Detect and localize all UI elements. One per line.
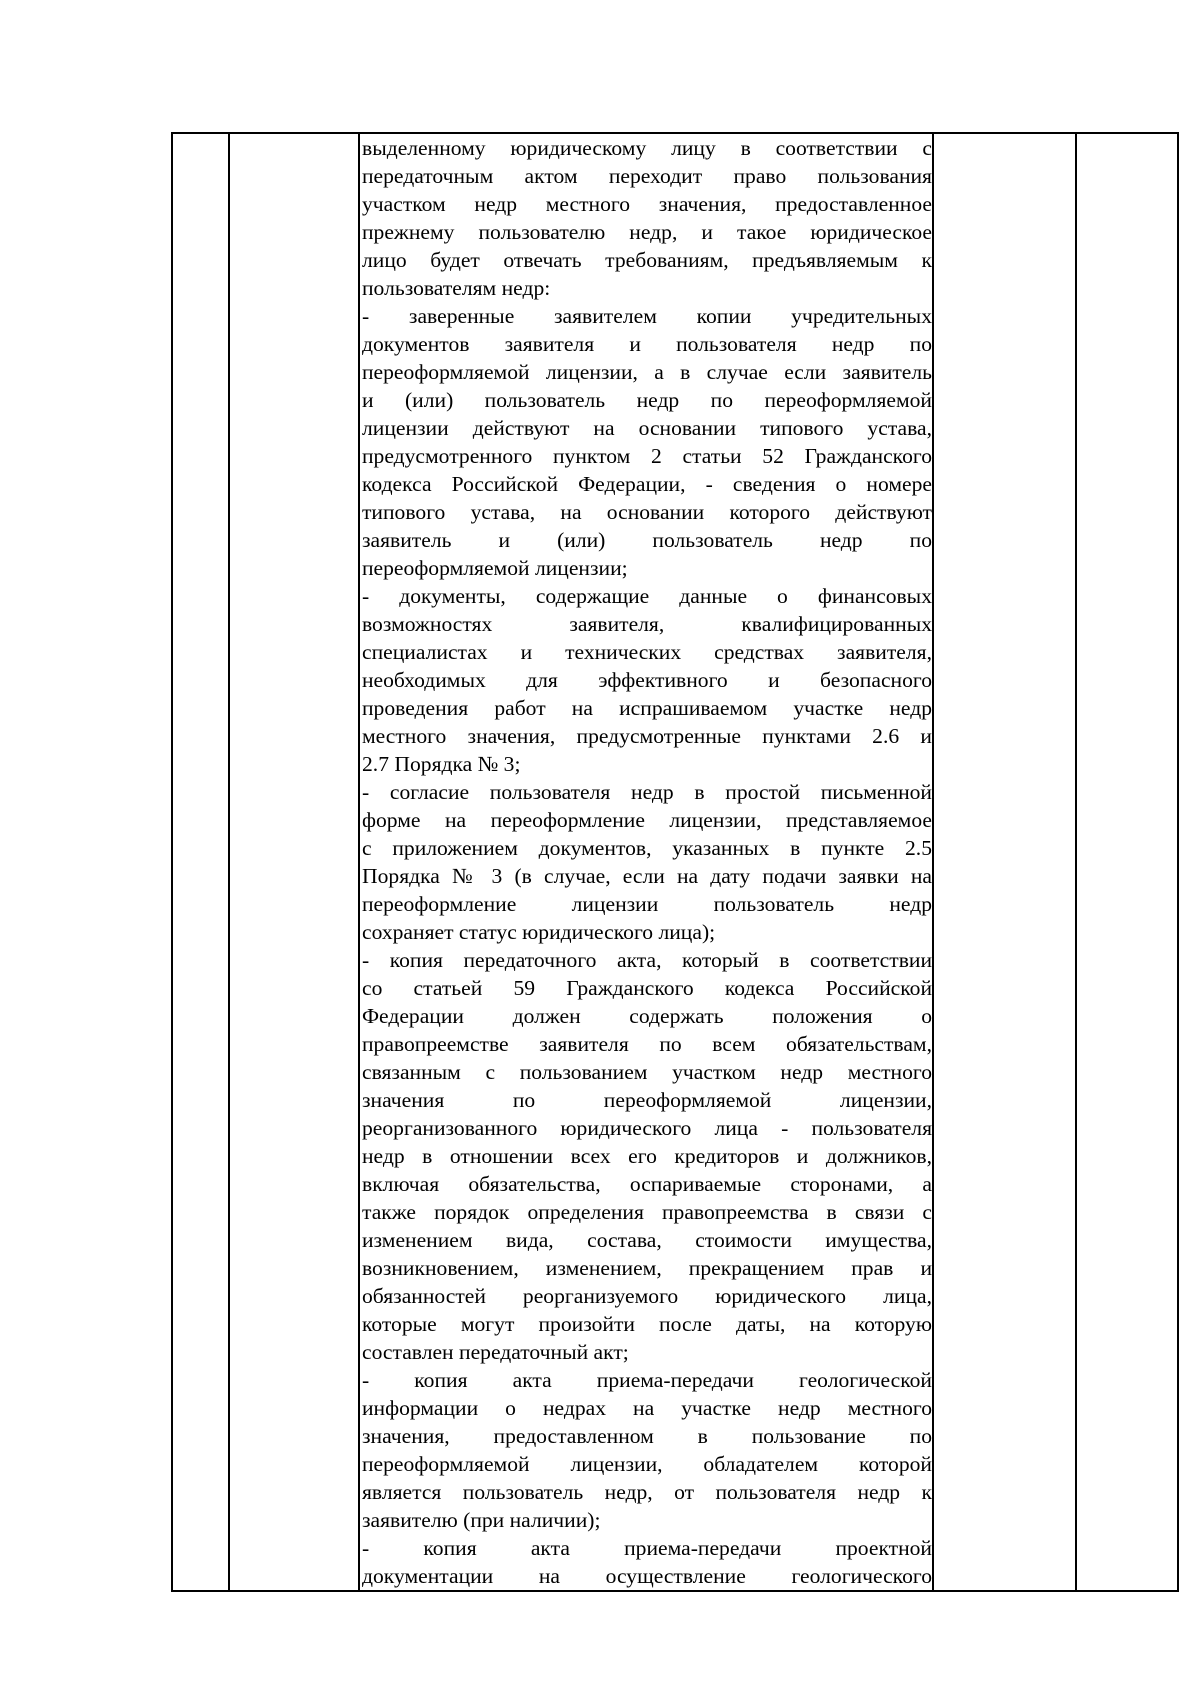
requirements-table <box>171 132 1179 1592</box>
text-line: кодекса Российской Федерации, - сведения о номере <box>362 472 932 496</box>
requirements-text <box>362 134 932 1590</box>
text-line: информации о недрах на участке недр местного <box>362 1396 932 1420</box>
cell-column-4 <box>933 133 1076 1591</box>
text-line: которые могут произойти после даты, на которую <box>362 1312 932 1336</box>
text-line: участком недр местного значения, предоставленное <box>362 192 932 216</box>
text-line: форме на переоформление лицензии, представляемое <box>362 808 932 832</box>
text-line: необходимых для эффективного и безопасного <box>362 668 932 692</box>
cell-number <box>172 133 229 1591</box>
text-line: заявитель и (или) пользователь недр по <box>362 528 932 552</box>
text-line: переоформляемой лицензии; <box>362 556 628 580</box>
text-line: Порядка № 3 (в случае, если на дату подачи заявки на <box>362 864 932 888</box>
text-line: документов заявителя и пользователя недр по <box>362 332 932 356</box>
text-line: со статьей 59 Гражданского кодекса Российской <box>362 976 932 1000</box>
text-line: 2.7 Порядка № 3; <box>362 752 521 776</box>
text-line: также порядок определения правопреемства в связи с <box>362 1200 932 1224</box>
text-line: обязанностей реорганизуемого юридического лица, <box>362 1284 932 1308</box>
cell-name <box>229 133 359 1591</box>
text-line: связанным с пользованием участком недр местного <box>362 1060 932 1084</box>
text-line: проведения работ на испрашиваемом участке недр <box>362 696 932 720</box>
text-line: специалистах и технических средствах заявителя, <box>362 640 932 664</box>
text-line: реорганизованного юридического лица - пользователя <box>362 1116 932 1140</box>
text-line: предусмотренного пунктом 2 статьи 52 Гражданского <box>362 444 932 468</box>
text-line: включая обязательства, оспариваемые сторонами, а <box>362 1172 932 1196</box>
text-line: сохраняет статус юридического лица); <box>362 920 716 944</box>
text-line: - копия передаточного акта, который в соответствии <box>362 948 932 972</box>
text-line: лицо будет отвечать требованиям, предъявляемым к <box>362 248 932 272</box>
text-line: составлен передаточный акт; <box>362 1340 629 1364</box>
text-line: является пользователь недр, от пользователя недр к <box>362 1480 932 1504</box>
text-line: передаточным актом переходит право пользования <box>362 164 932 188</box>
text-line: значения, предоставленном в пользование по <box>362 1424 932 1448</box>
text-line: переоформляемой лицензии, обладателем которой <box>362 1452 932 1476</box>
text-line: документации на осуществление геологического <box>362 1564 932 1588</box>
text-line: правопреемстве заявителя по всем обязательствам, <box>362 1032 932 1056</box>
text-line: пользователям недр: <box>362 276 551 300</box>
text-line: - согласие пользователя недр в простой письменной <box>362 780 932 804</box>
text-line: - документы, содержащие данные о финансовых <box>362 584 932 608</box>
table-row <box>172 133 1178 1591</box>
text-line: типового устава, на основании которого действуют <box>362 500 932 524</box>
text-line: изменением вида, состава, стоимости имущества, <box>362 1228 932 1252</box>
text-line: - копия акта приема-передачи проектной <box>362 1536 932 1560</box>
cell-requirements-text <box>359 133 933 1591</box>
text-line: недр в отношении всех его кредиторов и должников, <box>362 1144 932 1168</box>
text-line: - копия акта приема-передачи геологической <box>362 1368 932 1392</box>
text-line: местного значения, предусмотренные пунктами 2.6 и <box>362 724 932 748</box>
text-line: переоформление лицензии пользователь недр <box>362 892 932 916</box>
text-line: переоформляемой лицензии, а в случае если заявитель <box>362 360 932 384</box>
text-line: возможностях заявителя, квалифицированных <box>362 612 932 636</box>
text-line: лицензии действуют на основании типового устава, <box>362 416 932 440</box>
text-line: прежнему пользователю недр, и такое юридическое <box>362 220 932 244</box>
text-line: и (или) пользователь недр по переоформляемой <box>362 388 932 412</box>
cell-column-5 <box>1076 133 1178 1591</box>
text-line: с приложением документов, указанных в пункте 2.5 <box>362 836 932 860</box>
text-line: Федерации должен содержать положения о <box>362 1004 932 1028</box>
text-line: значения по переоформляемой лицензии, <box>362 1088 932 1112</box>
text-line: - заверенные заявителем копии учредительных <box>362 304 932 328</box>
text-line: возникновением, изменением, прекращением прав и <box>362 1256 932 1280</box>
text-line: заявителю (при наличии); <box>362 1508 601 1532</box>
text-line: выделенному юридическому лицу в соответствии с <box>362 136 932 160</box>
